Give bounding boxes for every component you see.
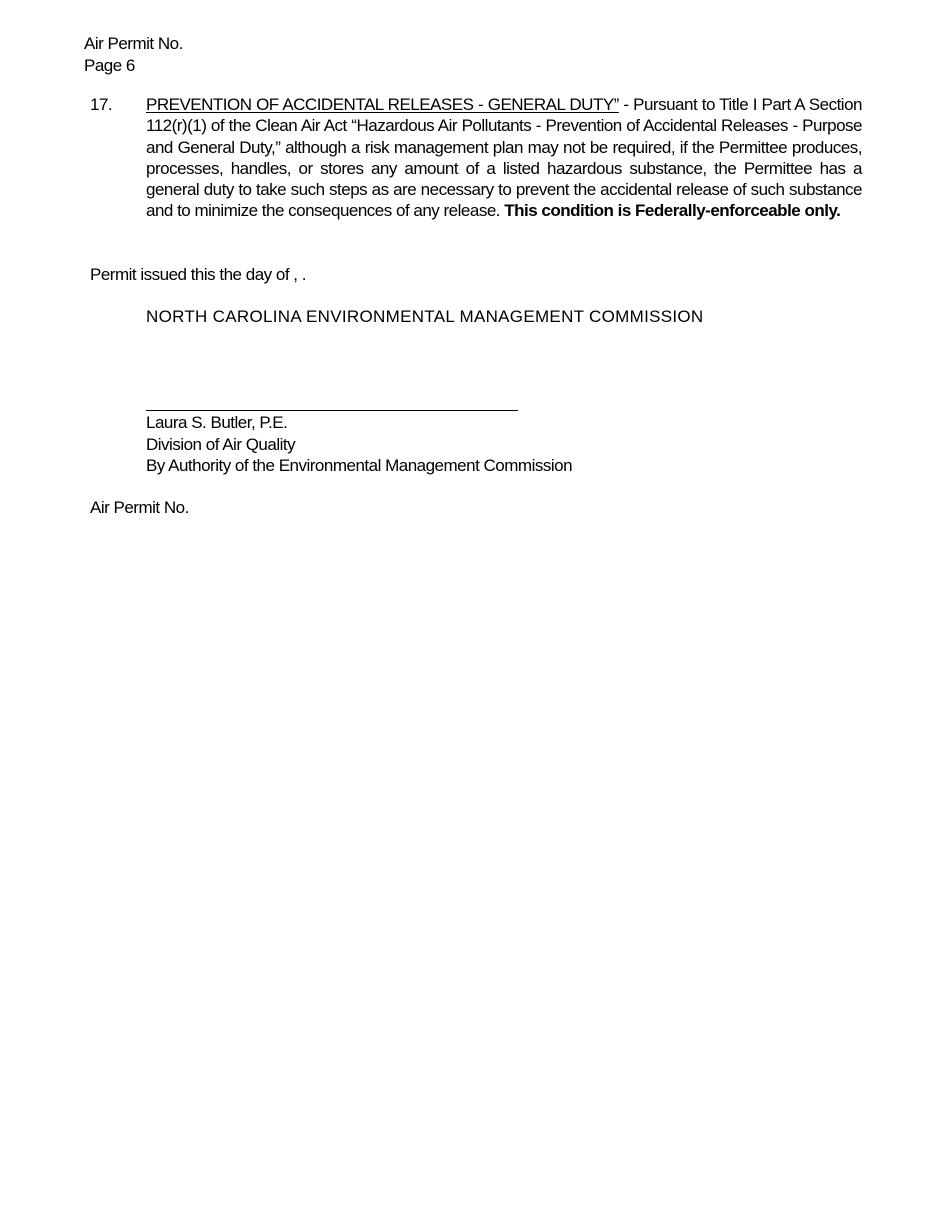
condition-heading: PREVENTION OF ACCIDENTAL RELEASES - GENERAL DUTY” <box>146 95 619 114</box>
footer-permit-number: Air Permit No. <box>90 498 189 517</box>
signer-name: Laura S. Butler, P.E. <box>146 413 288 432</box>
condition-body: - Pursuant to Title I Part A Section 112(r)(1) of the Clean Air Act “Hazardous Air Pollutants - Prevention of Accidental Releases - Purpose and General Duty,” although a risk management plan may not be required, if the Permittee produces, processes, handles, or stores any amount of a listed hazardous substance, the Permittee has a general duty to take such steps as are necessary to prevent the accidental release of such substance and to minimize the consequences of any release. <box>146 95 862 221</box>
signer-division: Division of Air Quality <box>146 434 296 454</box>
page-header <box>84 33 183 77</box>
header-page-number: Page 6 <box>84 56 135 75</box>
header-permit-number: Air Permit No. <box>84 34 183 53</box>
condition-text <box>146 94 862 222</box>
commission-name: NORTH CAROLINA ENVIRONMENTAL MANAGEMENT COMMISSION <box>146 307 704 326</box>
condition-number: 17. <box>90 95 113 114</box>
federally-enforceable-note: This condition is Federally-enforceable only. <box>504 201 841 221</box>
signature-line <box>146 410 518 411</box>
issue-date-line: Permit issued this the day of , . <box>90 265 306 284</box>
signature-block <box>146 412 572 477</box>
signer-authority: By Authority of the Environmental Management Commission <box>146 456 573 475</box>
